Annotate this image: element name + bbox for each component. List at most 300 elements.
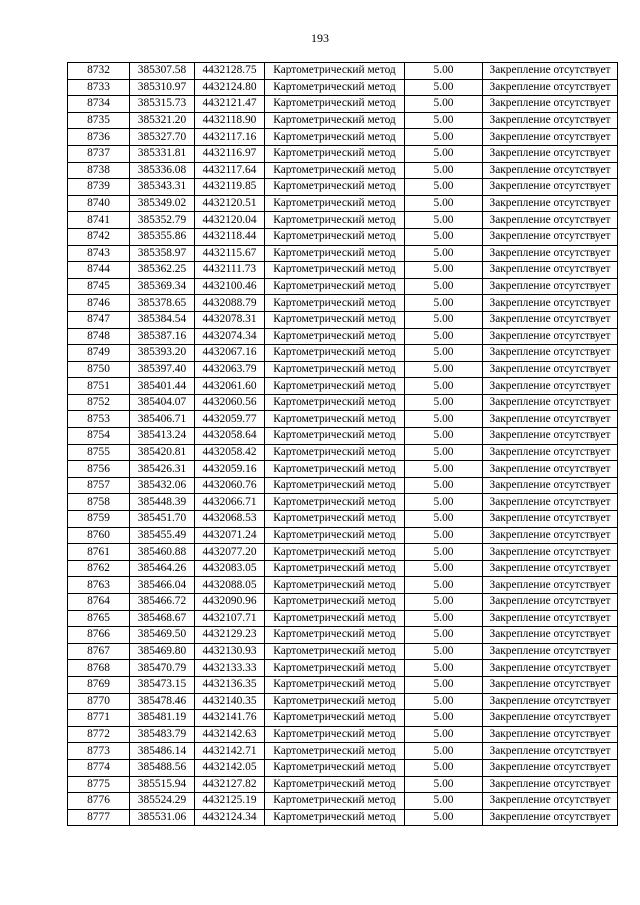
method-cell: Картометрический метод [265, 710, 405, 727]
accuracy-cell: 5.00 [405, 710, 483, 727]
accuracy-cell: 5.00 [405, 461, 483, 478]
fixing-note-cell: Закрепление отсутствует [483, 643, 618, 660]
accuracy-cell: 5.00 [405, 394, 483, 411]
x-coordinate-cell: 385466.04 [130, 577, 195, 594]
point-number-cell: 8744 [68, 262, 130, 279]
point-number-cell: 8749 [68, 345, 130, 362]
fixing-note-cell: Закрепление отсутствует [483, 776, 618, 793]
x-coordinate-cell: 385378.65 [130, 295, 195, 312]
table-row [68, 212, 618, 229]
table-row [68, 560, 618, 577]
table-row [68, 643, 618, 660]
y-coordinate-cell: 4432061.60 [195, 378, 265, 395]
fixing-note-cell: Закрепление отсутствует [483, 378, 618, 395]
table-row [68, 378, 618, 395]
accuracy-cell: 5.00 [405, 726, 483, 743]
x-coordinate-cell: 385307.58 [130, 63, 195, 80]
method-cell: Картометрический метод [265, 726, 405, 743]
point-number-cell: 8772 [68, 726, 130, 743]
method-cell: Картометрический метод [265, 428, 405, 445]
table-row [68, 660, 618, 677]
y-coordinate-cell: 4432115.67 [195, 245, 265, 262]
table-row [68, 96, 618, 113]
y-coordinate-cell: 4432117.16 [195, 129, 265, 146]
table-row [68, 345, 618, 362]
x-coordinate-cell: 385515.94 [130, 776, 195, 793]
x-coordinate-cell: 385469.80 [130, 643, 195, 660]
fixing-note-cell: Закрепление отсутствует [483, 179, 618, 196]
point-number-cell: 8776 [68, 793, 130, 810]
accuracy-cell: 5.00 [405, 693, 483, 710]
y-coordinate-cell: 4432066.71 [195, 494, 265, 511]
table-row [68, 710, 618, 727]
table-row [68, 577, 618, 594]
y-coordinate-cell: 4432142.63 [195, 726, 265, 743]
table-row [68, 461, 618, 478]
y-coordinate-cell: 4432119.85 [195, 179, 265, 196]
fixing-note-cell: Закрепление отсутствует [483, 743, 618, 760]
table-row [68, 195, 618, 212]
point-number-cell: 8736 [68, 129, 130, 146]
fixing-note-cell: Закрепление отсутствует [483, 345, 618, 362]
point-number-cell: 8738 [68, 162, 130, 179]
point-number-cell: 8766 [68, 627, 130, 644]
table-row [68, 278, 618, 295]
method-cell: Картометрический метод [265, 361, 405, 378]
y-coordinate-cell: 4432090.96 [195, 594, 265, 611]
x-coordinate-cell: 385406.71 [130, 411, 195, 428]
y-coordinate-cell: 4432059.77 [195, 411, 265, 428]
x-coordinate-cell: 385473.15 [130, 676, 195, 693]
accuracy-cell: 5.00 [405, 676, 483, 693]
table-row [68, 809, 618, 826]
table-row [68, 776, 618, 793]
x-coordinate-cell: 385331.81 [130, 145, 195, 162]
table-row [68, 179, 618, 196]
method-cell: Картометрический метод [265, 262, 405, 279]
y-coordinate-cell: 4432129.23 [195, 627, 265, 644]
point-number-cell: 8761 [68, 544, 130, 561]
fixing-note-cell: Закрепление отсутствует [483, 477, 618, 494]
point-number-cell: 8748 [68, 328, 130, 345]
point-number-cell: 8758 [68, 494, 130, 511]
point-number-cell: 8747 [68, 311, 130, 328]
fixing-note-cell: Закрепление отсутствует [483, 577, 618, 594]
x-coordinate-cell: 385387.16 [130, 328, 195, 345]
x-coordinate-cell: 385404.07 [130, 394, 195, 411]
accuracy-cell: 5.00 [405, 328, 483, 345]
method-cell: Картометрический метод [265, 594, 405, 611]
accuracy-cell: 5.00 [405, 428, 483, 445]
fixing-note-cell: Закрепление отсутствует [483, 660, 618, 677]
x-coordinate-cell: 385358.97 [130, 245, 195, 262]
x-coordinate-cell: 385469.50 [130, 627, 195, 644]
accuracy-cell: 5.00 [405, 610, 483, 627]
method-cell: Картометрический метод [265, 494, 405, 511]
accuracy-cell: 5.00 [405, 278, 483, 295]
method-cell: Картометрический метод [265, 212, 405, 229]
accuracy-cell: 5.00 [405, 743, 483, 760]
y-coordinate-cell: 4432067.16 [195, 345, 265, 362]
point-number-cell: 8753 [68, 411, 130, 428]
method-cell: Картометрический метод [265, 328, 405, 345]
accuracy-cell: 5.00 [405, 345, 483, 362]
table-row [68, 743, 618, 760]
fixing-note-cell: Закрепление отсутствует [483, 627, 618, 644]
method-cell: Картометрический метод [265, 693, 405, 710]
method-cell: Картометрический метод [265, 195, 405, 212]
y-coordinate-cell: 4432120.04 [195, 212, 265, 229]
method-cell: Картометрический метод [265, 560, 405, 577]
table-row [68, 676, 618, 693]
x-coordinate-cell: 385451.70 [130, 511, 195, 528]
x-coordinate-cell: 385362.25 [130, 262, 195, 279]
method-cell: Картометрический метод [265, 477, 405, 494]
accuracy-cell: 5.00 [405, 527, 483, 544]
table-row [68, 328, 618, 345]
point-number-cell: 8745 [68, 278, 130, 295]
fixing-note-cell: Закрепление отсутствует [483, 759, 618, 776]
table-row [68, 494, 618, 511]
x-coordinate-cell: 385397.40 [130, 361, 195, 378]
point-number-cell: 8735 [68, 112, 130, 129]
x-coordinate-cell: 385327.70 [130, 129, 195, 146]
y-coordinate-cell: 4432142.71 [195, 743, 265, 760]
accuracy-cell: 5.00 [405, 129, 483, 146]
method-cell: Картометрический метод [265, 461, 405, 478]
point-number-cell: 8751 [68, 378, 130, 395]
accuracy-cell: 5.00 [405, 594, 483, 611]
accuracy-cell: 5.00 [405, 776, 483, 793]
x-coordinate-cell: 385336.08 [130, 162, 195, 179]
y-coordinate-cell: 4432060.76 [195, 477, 265, 494]
method-cell: Картометрический метод [265, 311, 405, 328]
table-row [68, 129, 618, 146]
point-number-cell: 8740 [68, 195, 130, 212]
x-coordinate-cell: 385384.54 [130, 311, 195, 328]
fixing-note-cell: Закрепление отсутствует [483, 610, 618, 627]
fixing-note-cell: Закрепление отсутствует [483, 228, 618, 245]
point-number-cell: 8763 [68, 577, 130, 594]
point-number-cell: 8756 [68, 461, 130, 478]
method-cell: Картометрический метод [265, 295, 405, 312]
x-coordinate-cell: 385524.29 [130, 793, 195, 810]
table-row [68, 594, 618, 611]
method-cell: Картометрический метод [265, 577, 405, 594]
point-number-cell: 8777 [68, 809, 130, 826]
method-cell: Картометрический метод [265, 527, 405, 544]
table-row [68, 477, 618, 494]
accuracy-cell: 5.00 [405, 511, 483, 528]
method-cell: Картометрический метод [265, 676, 405, 693]
x-coordinate-cell: 385355.86 [130, 228, 195, 245]
table-row [68, 394, 618, 411]
accuracy-cell: 5.00 [405, 759, 483, 776]
coordinates-table-body [68, 63, 618, 826]
y-coordinate-cell: 4432107.71 [195, 610, 265, 627]
y-coordinate-cell: 4432063.79 [195, 361, 265, 378]
x-coordinate-cell: 385455.49 [130, 527, 195, 544]
y-coordinate-cell: 4432130.93 [195, 643, 265, 660]
point-number-cell: 8752 [68, 394, 130, 411]
y-coordinate-cell: 4432118.44 [195, 228, 265, 245]
table-row [68, 295, 618, 312]
fixing-note-cell: Закрепление отсутствует [483, 693, 618, 710]
point-number-cell: 8732 [68, 63, 130, 80]
y-coordinate-cell: 4432116.97 [195, 145, 265, 162]
fixing-note-cell: Закрепление отсутствует [483, 444, 618, 461]
fixing-note-cell: Закрепление отсутствует [483, 494, 618, 511]
x-coordinate-cell: 385432.06 [130, 477, 195, 494]
x-coordinate-cell: 385466.72 [130, 594, 195, 611]
accuracy-cell: 5.00 [405, 361, 483, 378]
coordinates-table [67, 62, 618, 826]
fixing-note-cell: Закрепление отсутствует [483, 411, 618, 428]
x-coordinate-cell: 385420.81 [130, 444, 195, 461]
y-coordinate-cell: 4432060.56 [195, 394, 265, 411]
table-row [68, 759, 618, 776]
method-cell: Картометрический метод [265, 278, 405, 295]
accuracy-cell: 5.00 [405, 494, 483, 511]
x-coordinate-cell: 385343.31 [130, 179, 195, 196]
method-cell: Картометрический метод [265, 544, 405, 561]
accuracy-cell: 5.00 [405, 444, 483, 461]
accuracy-cell: 5.00 [405, 544, 483, 561]
y-coordinate-cell: 4432058.64 [195, 428, 265, 445]
y-coordinate-cell: 4432136.35 [195, 676, 265, 693]
x-coordinate-cell: 385310.97 [130, 79, 195, 96]
accuracy-cell: 5.00 [405, 145, 483, 162]
table-row [68, 112, 618, 129]
accuracy-cell: 5.00 [405, 643, 483, 660]
accuracy-cell: 5.00 [405, 378, 483, 395]
table-row [68, 627, 618, 644]
y-coordinate-cell: 4432117.64 [195, 162, 265, 179]
y-coordinate-cell: 4432125.19 [195, 793, 265, 810]
point-number-cell: 8739 [68, 179, 130, 196]
point-number-cell: 8755 [68, 444, 130, 461]
method-cell: Картометрический метод [265, 96, 405, 113]
method-cell: Картометрический метод [265, 793, 405, 810]
y-coordinate-cell: 4432128.75 [195, 63, 265, 80]
x-coordinate-cell: 385413.24 [130, 428, 195, 445]
fixing-note-cell: Закрепление отсутствует [483, 428, 618, 445]
method-cell: Картометрический метод [265, 79, 405, 96]
method-cell: Картометрический метод [265, 743, 405, 760]
y-coordinate-cell: 4432141.76 [195, 710, 265, 727]
fixing-note-cell: Закрепление отсутствует [483, 63, 618, 80]
method-cell: Картометрический метод [265, 394, 405, 411]
x-coordinate-cell: 385531.06 [130, 809, 195, 826]
table-row [68, 262, 618, 279]
x-coordinate-cell: 385464.26 [130, 560, 195, 577]
fixing-note-cell: Закрепление отсутствует [483, 793, 618, 810]
accuracy-cell: 5.00 [405, 96, 483, 113]
fixing-note-cell: Закрепление отсутствует [483, 560, 618, 577]
method-cell: Картометрический метод [265, 145, 405, 162]
y-coordinate-cell: 4432124.80 [195, 79, 265, 96]
fixing-note-cell: Закрепление отсутствует [483, 212, 618, 229]
point-number-cell: 8765 [68, 610, 130, 627]
x-coordinate-cell: 385369.34 [130, 278, 195, 295]
accuracy-cell: 5.00 [405, 228, 483, 245]
accuracy-cell: 5.00 [405, 262, 483, 279]
accuracy-cell: 5.00 [405, 311, 483, 328]
point-number-cell: 8742 [68, 228, 130, 245]
method-cell: Картометрический метод [265, 660, 405, 677]
x-coordinate-cell: 385448.39 [130, 494, 195, 511]
fixing-note-cell: Закрепление отсутствует [483, 79, 618, 96]
fixing-note-cell: Закрепление отсутствует [483, 461, 618, 478]
point-number-cell: 8759 [68, 511, 130, 528]
y-coordinate-cell: 4432142.05 [195, 759, 265, 776]
method-cell: Картометрический метод [265, 129, 405, 146]
accuracy-cell: 5.00 [405, 577, 483, 594]
accuracy-cell: 5.00 [405, 793, 483, 810]
point-number-cell: 8750 [68, 361, 130, 378]
accuracy-cell: 5.00 [405, 162, 483, 179]
y-coordinate-cell: 4432124.34 [195, 809, 265, 826]
fixing-note-cell: Закрепление отсутствует [483, 278, 618, 295]
point-number-cell: 8768 [68, 660, 130, 677]
x-coordinate-cell: 385315.73 [130, 96, 195, 113]
method-cell: Картометрический метод [265, 444, 405, 461]
table-row [68, 610, 618, 627]
fixing-note-cell: Закрепление отсутствует [483, 311, 618, 328]
fixing-note-cell: Закрепление отсутствует [483, 129, 618, 146]
fixing-note-cell: Закрепление отсутствует [483, 195, 618, 212]
method-cell: Картометрический метод [265, 228, 405, 245]
point-number-cell: 8746 [68, 295, 130, 312]
fixing-note-cell: Закрепление отсутствует [483, 710, 618, 727]
y-coordinate-cell: 4432088.05 [195, 577, 265, 594]
table-row [68, 511, 618, 528]
x-coordinate-cell: 385393.20 [130, 345, 195, 362]
accuracy-cell: 5.00 [405, 79, 483, 96]
x-coordinate-cell: 385481.19 [130, 710, 195, 727]
y-coordinate-cell: 4432074.34 [195, 328, 265, 345]
point-number-cell: 8737 [68, 145, 130, 162]
method-cell: Картометрический метод [265, 245, 405, 262]
accuracy-cell: 5.00 [405, 63, 483, 80]
y-coordinate-cell: 4432077.20 [195, 544, 265, 561]
y-coordinate-cell: 4432088.79 [195, 295, 265, 312]
table-row [68, 245, 618, 262]
accuracy-cell: 5.00 [405, 245, 483, 262]
method-cell: Картометрический метод [265, 511, 405, 528]
fixing-note-cell: Закрепление отсутствует [483, 262, 618, 279]
x-coordinate-cell: 385426.31 [130, 461, 195, 478]
point-number-cell: 8775 [68, 776, 130, 793]
method-cell: Картометрический метод [265, 759, 405, 776]
table-row [68, 361, 618, 378]
method-cell: Картометрический метод [265, 627, 405, 644]
fixing-note-cell: Закрепление отсутствует [483, 511, 618, 528]
x-coordinate-cell: 385460.88 [130, 544, 195, 561]
table-row [68, 311, 618, 328]
fixing-note-cell: Закрепление отсутствует [483, 162, 618, 179]
y-coordinate-cell: 4432078.31 [195, 311, 265, 328]
y-coordinate-cell: 4432059.16 [195, 461, 265, 478]
fixing-note-cell: Закрепление отсутствует [483, 527, 618, 544]
x-coordinate-cell: 385486.14 [130, 743, 195, 760]
point-number-cell: 8769 [68, 676, 130, 693]
point-number-cell: 8734 [68, 96, 130, 113]
point-number-cell: 8764 [68, 594, 130, 611]
x-coordinate-cell: 385483.79 [130, 726, 195, 743]
table-row [68, 527, 618, 544]
fixing-note-cell: Закрепление отсутствует [483, 328, 618, 345]
x-coordinate-cell: 385478.46 [130, 693, 195, 710]
page-number: 193 [311, 31, 329, 45]
method-cell: Картометрический метод [265, 162, 405, 179]
table-row [68, 428, 618, 445]
x-coordinate-cell: 385321.20 [130, 112, 195, 129]
accuracy-cell: 5.00 [405, 179, 483, 196]
point-number-cell: 8767 [68, 643, 130, 660]
y-coordinate-cell: 4432140.35 [195, 693, 265, 710]
fixing-note-cell: Закрепление отсутствует [483, 112, 618, 129]
fixing-note-cell: Закрепление отсутствует [483, 245, 618, 262]
y-coordinate-cell: 4432083.05 [195, 560, 265, 577]
method-cell: Картометрический метод [265, 179, 405, 196]
accuracy-cell: 5.00 [405, 627, 483, 644]
point-number-cell: 8762 [68, 560, 130, 577]
accuracy-cell: 5.00 [405, 212, 483, 229]
y-coordinate-cell: 4432120.51 [195, 195, 265, 212]
y-coordinate-cell: 4432111.73 [195, 262, 265, 279]
accuracy-cell: 5.00 [405, 660, 483, 677]
table-row [68, 793, 618, 810]
x-coordinate-cell: 385401.44 [130, 378, 195, 395]
point-number-cell: 8760 [68, 527, 130, 544]
table-row [68, 145, 618, 162]
point-number-cell: 8771 [68, 710, 130, 727]
fixing-note-cell: Закрепление отсутствует [483, 295, 618, 312]
y-coordinate-cell: 4432133.33 [195, 660, 265, 677]
method-cell: Картометрический метод [265, 112, 405, 129]
method-cell: Картометрический метод [265, 378, 405, 395]
fixing-note-cell: Закрепление отсутствует [483, 394, 618, 411]
fixing-note-cell: Закрепление отсутствует [483, 361, 618, 378]
method-cell: Картометрический метод [265, 63, 405, 80]
table-row [68, 544, 618, 561]
y-coordinate-cell: 4432071.24 [195, 527, 265, 544]
fixing-note-cell: Закрепление отсутствует [483, 726, 618, 743]
method-cell: Картометрический метод [265, 411, 405, 428]
accuracy-cell: 5.00 [405, 295, 483, 312]
y-coordinate-cell: 4432118.90 [195, 112, 265, 129]
accuracy-cell: 5.00 [405, 411, 483, 428]
point-number-cell: 8743 [68, 245, 130, 262]
accuracy-cell: 5.00 [405, 112, 483, 129]
table-row [68, 228, 618, 245]
point-number-cell: 8757 [68, 477, 130, 494]
accuracy-cell: 5.00 [405, 477, 483, 494]
table-row [68, 63, 618, 80]
y-coordinate-cell: 4432127.82 [195, 776, 265, 793]
accuracy-cell: 5.00 [405, 195, 483, 212]
method-cell: Картометрический метод [265, 643, 405, 660]
method-cell: Картометрический метод [265, 345, 405, 362]
accuracy-cell: 5.00 [405, 560, 483, 577]
point-number-cell: 8773 [68, 743, 130, 760]
y-coordinate-cell: 4432100.46 [195, 278, 265, 295]
point-number-cell: 8741 [68, 212, 130, 229]
y-coordinate-cell: 4432121.47 [195, 96, 265, 113]
y-coordinate-cell: 4432068.53 [195, 511, 265, 528]
fixing-note-cell: Закрепление отсутствует [483, 96, 618, 113]
